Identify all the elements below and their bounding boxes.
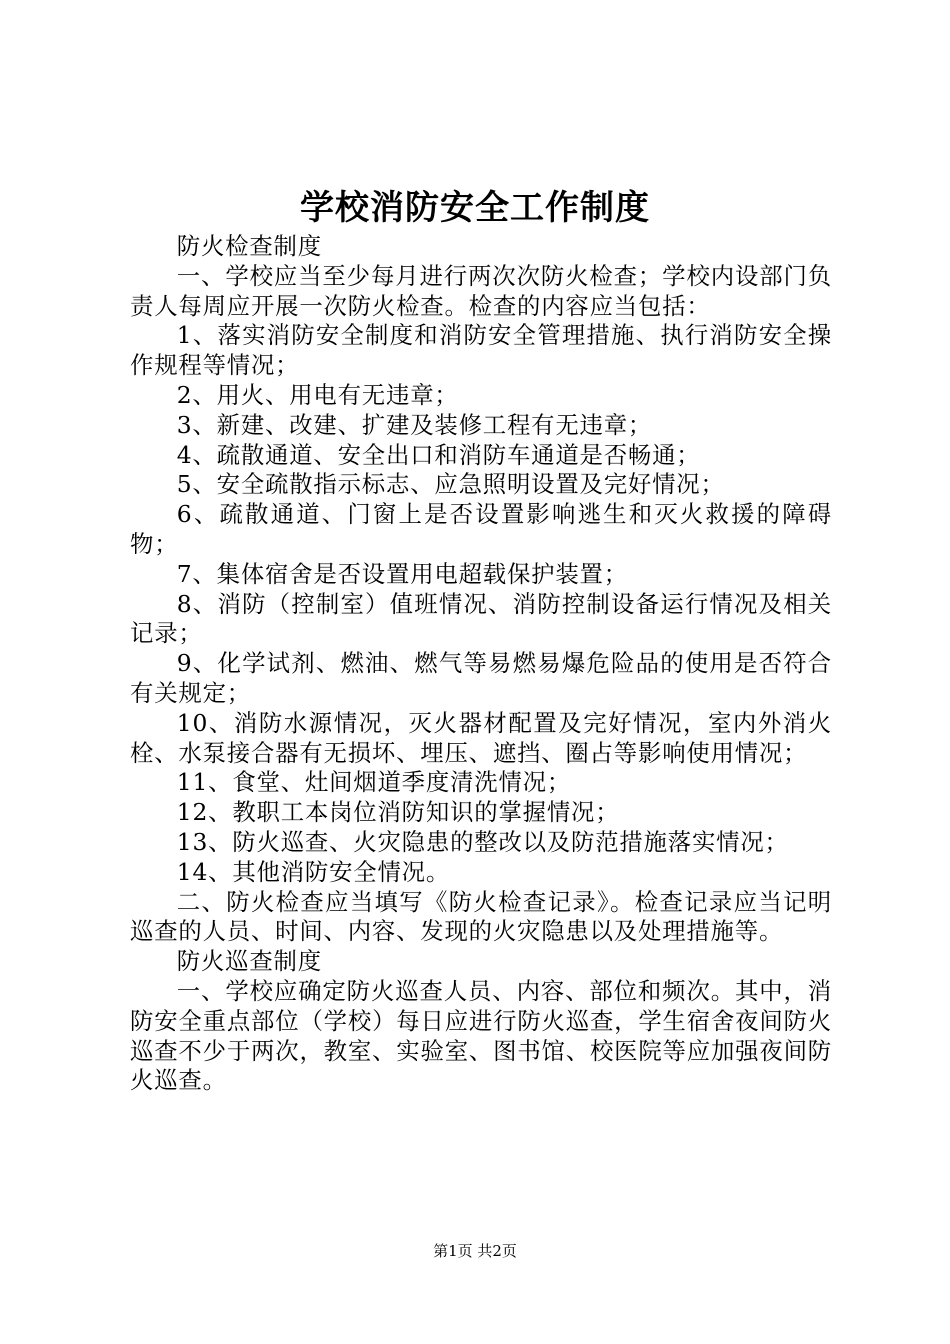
list-item: 7、集体宿舍是否设置用电超载保护装置； (176, 559, 628, 588)
document-title: 学校消防安全工作制度 (300, 188, 650, 228)
list-item: 14、其他消防安全情况。 (176, 857, 451, 886)
paragraph: 一、学校应当至少每月进行两次次防火检查；学校内设部门负责人每周应开展一次防火检查。检查的内容应当包括： (130, 261, 832, 320)
list-item: 13、防火巡查、火灾隐患的整改以及防范措施落实情况； (176, 827, 789, 856)
section-heading-inspection: 防火检查制度 (176, 232, 322, 260)
list-item: 8、消防（控制室）值班情况、消防控制设备运行情况及相关记录； (130, 589, 832, 648)
list-item: 5、安全疏散指示标志、应急照明设置及完好情况； (176, 470, 725, 499)
paragraph: 二、防火检查应当填写《防火检查记录》。检查记录应当记明巡查的人员、时间、内容、发现的火灾隐患以及处理措施等。 (130, 887, 832, 946)
list-item: 9、化学试剂、燃油、燃气等易燃易爆危险品的使用是否符合有关规定； (130, 649, 832, 707)
list-item: 10、消防水源情况，灭火器材配置及完好情况，室内外消火栓、水泵接合器有无损坏、埋压、遮挡、圈占等影响使用情况； (130, 708, 832, 767)
paragraph: 一、学校应确定防火巡查人员、内容、部位和频次。其中，消防安全重点部位（学校）每日应进行防火巡查，学生宿舍夜间防火巡查不少于两次，教室、实验室、图书馆、校医院等应加强夜间防火巡查。 (130, 976, 832, 1095)
section-heading-patrol: 防火巡查制度 (176, 947, 322, 976)
list-item: 6、疏散通道、门窗上是否设置影响逃生和灭火救援的障碍物； (130, 500, 832, 558)
list-item: 4、疏散通道、安全出口和消防车通道是否畅通； (176, 440, 701, 469)
page-number-footer: 第1页 共2页 (433, 1242, 517, 1260)
document-body (130, 232, 832, 1096)
list-item: 1、落实消防安全制度和消防安全管理措施、执行消防安全操作规程等情况； (130, 321, 832, 380)
list-item: 2、用火、用电有无违章； (176, 380, 459, 409)
list-item: 12、教职工本岗位消防知识的掌握情况； (176, 798, 620, 827)
list-item: 11、食堂、灶间烟道季度清洗情况； (176, 768, 572, 797)
list-item: 3、新建、改建、扩建及装修工程有无违章； (176, 410, 653, 439)
